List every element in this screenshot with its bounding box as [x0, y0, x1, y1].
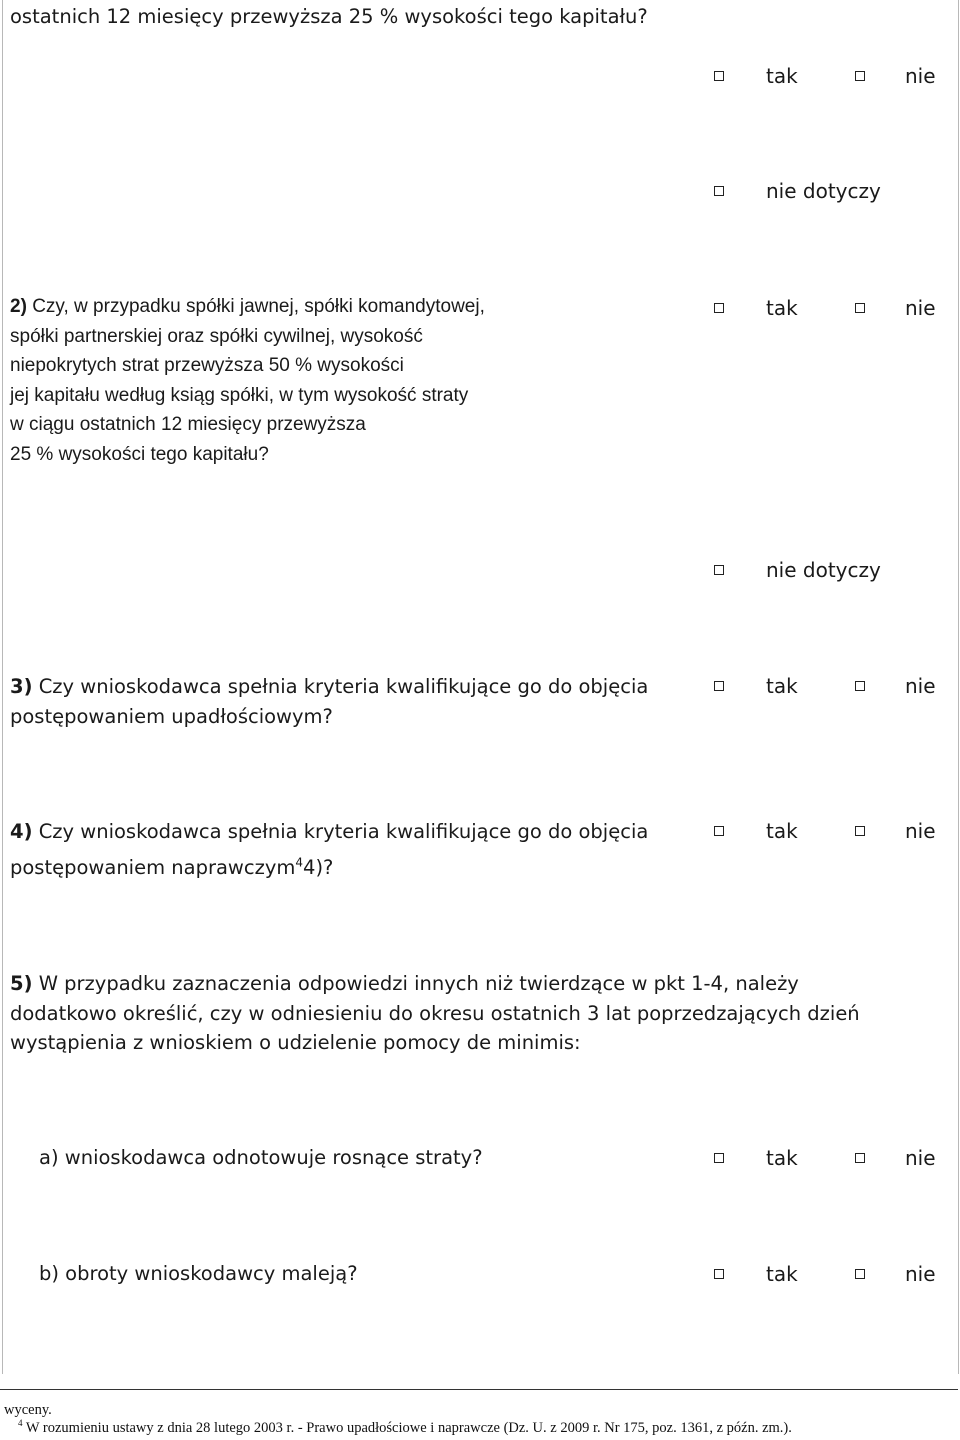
question-2-line: jej kapitału według ksiąg spółki, w tym wysokość straty	[10, 384, 469, 406]
question-3-line: Czy wnioskodawca spełnia kryteria kwalifikujące go do objęcia	[38, 675, 649, 698]
q1-na-label: nie dotyczy	[766, 179, 881, 203]
footnote-separator	[0, 1389, 958, 1390]
question-4-line: postępowaniem naprawczym	[10, 855, 296, 879]
q1-yes-checkbox[interactable]	[714, 71, 724, 81]
q1-yes-label: tak	[766, 64, 798, 88]
q1-na-checkbox[interactable]	[714, 186, 724, 196]
q4-no-label: nie	[905, 819, 936, 843]
footnote-4-mark: 4	[18, 1418, 23, 1429]
q3-no-label: nie	[905, 674, 936, 698]
footnote-ref-4[interactable]: 4	[295, 855, 304, 869]
question-3	[10, 672, 648, 731]
footnote-4-text: W rozumieniu ustawy z dnia 28 lutego 2003 r. - Prawo upadłościowe i naprawcze (Dz. U. z 2009 r. Nr 175, poz. 1361, z późn. zm.).	[22, 1420, 792, 1436]
q5b-yes-label: tak	[766, 1262, 798, 1286]
question-3-line: postępowaniem upadłościowym?	[10, 704, 333, 728]
q5b-no-checkbox[interactable]	[855, 1269, 865, 1279]
question-2	[10, 292, 485, 469]
question-2-number: 2)	[10, 296, 27, 317]
q5a-no-checkbox[interactable]	[855, 1153, 865, 1163]
question-2-line: Czy, w przypadku spółki jawnej, spółki komandytowej,	[32, 296, 485, 317]
question-2-line: niepokrytych strat przewyższa 50 % wysokości	[10, 355, 404, 376]
q2-no-label: nie	[905, 296, 936, 320]
footnote-4	[18, 1420, 792, 1437]
q2-yes-checkbox[interactable]	[714, 303, 724, 313]
question-3-number: 3)	[10, 675, 33, 698]
q2-yes-label: tak	[766, 296, 798, 320]
question-4	[10, 817, 648, 882]
q3-yes-label: tak	[766, 674, 798, 698]
q4-no-checkbox[interactable]	[855, 826, 865, 836]
question-2-line: 25 % wysokości tego kapitału?	[10, 443, 269, 465]
q5b-yes-checkbox[interactable]	[714, 1269, 724, 1279]
question-5	[10, 969, 860, 1058]
question-5a: a) wnioskodawca odnotowuje rosnące straty?	[39, 1146, 483, 1169]
q5a-no-label: nie	[905, 1146, 936, 1170]
question-5b: b) obroty wnioskodawcy maleją?	[39, 1262, 358, 1285]
question-5-line: wystąpienia z wnioskiem o udzielenie pomocy de minimis:	[10, 1031, 581, 1054]
question-4-line-end: 4)?	[303, 855, 334, 879]
question-2-line: spółki partnerskiej oraz spółki cywilnej, wysokość	[10, 325, 423, 347]
footnote-previous-tail: wyceny.	[4, 1402, 52, 1418]
q1-no-checkbox[interactable]	[855, 71, 865, 81]
q4-yes-label: tak	[766, 819, 798, 843]
q5a-yes-label: tak	[766, 1146, 798, 1170]
question-5-number: 5)	[10, 972, 33, 995]
q3-no-checkbox[interactable]	[855, 681, 865, 691]
q2-na-checkbox[interactable]	[714, 565, 724, 575]
q1-no-label: nie	[905, 64, 936, 88]
q2-na-label: nie dotyczy	[766, 558, 881, 582]
question-4-number: 4)	[10, 820, 33, 843]
question-2-line: w ciągu ostatnich 12 miesięcy przewyższa	[10, 414, 366, 435]
question-5-line: W przypadku zaznaczenia odpowiedzi innych niż twierdzące w pkt 1-4, należy	[38, 972, 799, 995]
q5b-no-label: nie	[905, 1262, 936, 1286]
q3-yes-checkbox[interactable]	[714, 681, 724, 691]
question-1-tail: ostatnich 12 miesięcy przewyższa 25 % wysokości tego kapitału?	[10, 5, 648, 28]
q5a-yes-checkbox[interactable]	[714, 1153, 724, 1163]
q2-no-checkbox[interactable]	[855, 303, 865, 313]
q4-yes-checkbox[interactable]	[714, 826, 724, 836]
question-5-line: dodatkowo określić, czy w odniesieniu do okresu ostatnich 3 lat poprzedzających dzień	[10, 1001, 860, 1025]
question-4-line: Czy wnioskodawca spełnia kryteria kwalifikujące go do objęcia	[38, 820, 649, 843]
